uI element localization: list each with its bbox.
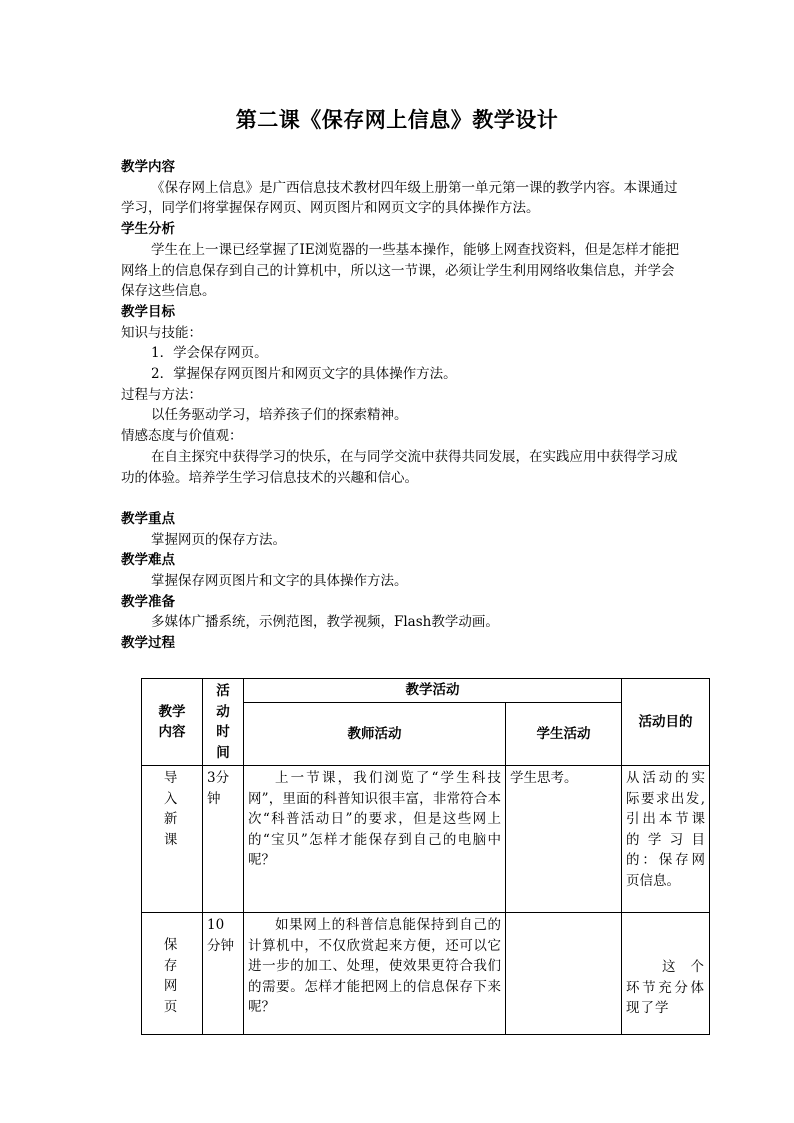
section-text-difficulty: 掌握保存网页图片和文字的具体操作方法。 bbox=[151, 573, 408, 590]
goals-emotion-text: 在自主探究中获得学习的快乐，在与同学交流中获得共同发展，在实践应用中获得学习成功的体验。培养学生学习信息技术的兴趣和信心。 bbox=[121, 448, 678, 486]
header-time: 活动时间 bbox=[203, 679, 244, 766]
header-content: 教学内容 bbox=[142, 679, 203, 766]
document-title: 第二课《保存网上信息》教学设计 bbox=[235, 107, 559, 132]
section-text-content: 《保存网上信息》是广西信息技术教材四年级上册第一单元第一课的教学内容。本课通过学习，同学们将掌握保存网页、网页图片和网页文字的具体操作方法。 bbox=[121, 179, 678, 217]
section-heading-goals: 教学目标 bbox=[121, 303, 175, 320]
row2-time: 10分钟 bbox=[203, 913, 244, 1035]
section-heading-process: 教学过程 bbox=[121, 635, 175, 652]
header-student: 学生活动 bbox=[506, 703, 622, 766]
row2-content: 保存网页 bbox=[142, 913, 203, 1035]
goals-knowledge-item-1: 1．学会保存网页。 bbox=[151, 345, 268, 362]
goals-process-label: 过程与方法： bbox=[121, 386, 202, 403]
section-text-students: 学生在上一课已经掌握了IE浏览器的一些基本操作，能够上网查找资料，但是怎样才能把网络上的信息保存到自己的计算机中，所以这一节课，必须让学生利用网络收集信息，并学会保存这些信息。 bbox=[121, 241, 680, 300]
table-header-row bbox=[142, 679, 710, 703]
section-text-key: 掌握网页的保存方法。 bbox=[151, 531, 286, 548]
document-body bbox=[121, 157, 681, 654]
row1-purpose: 从活动的实际要求出发,引出本节课的学习目的：保存网页信息。 bbox=[622, 766, 710, 913]
row2-purpose: 这个环节充分体现了学 bbox=[622, 913, 710, 1035]
section-heading-key: 教学重点 bbox=[121, 510, 175, 527]
table-row bbox=[142, 913, 710, 1035]
process-table bbox=[141, 678, 710, 1035]
row1-content: 导入新课 bbox=[142, 766, 203, 913]
header-purpose: 活动目的 bbox=[622, 679, 710, 766]
goals-knowledge-item-2: 2．掌握保存网页图片和网页文字的具体操作方法。 bbox=[151, 366, 457, 383]
row1-student: 学生思考。 bbox=[506, 766, 622, 913]
row1-teacher: 上一节课，我们浏览了“学生科技网”，里面的科普知识很丰富，非常符合本次“科普活动日”的要求，但是这些网上的“宝贝”怎样才能保存到自己的电脑中呢？ bbox=[244, 766, 506, 913]
section-heading-difficulty: 教学难点 bbox=[121, 552, 175, 569]
table-row bbox=[142, 766, 710, 913]
section-heading-students: 学生分析 bbox=[121, 221, 175, 238]
goals-knowledge-label: 知识与技能： bbox=[121, 324, 202, 341]
spacer bbox=[121, 488, 681, 509]
header-teacher: 教师活动 bbox=[244, 703, 506, 766]
row2-teacher: 如果网上的科普信息能保持到自己的计算机中，不仅欣赏起来方便，还可以它进一步的加工、处理，使效果更符合我们的需要。怎样才能把网上的信息保存下来呢？ bbox=[244, 913, 506, 1035]
row2-student bbox=[506, 913, 622, 1035]
goals-emotion-label: 情感态度与价值观： bbox=[121, 428, 243, 445]
row1-time: 3分钟 bbox=[203, 766, 244, 913]
section-text-prep: 多媒体广播系统，示例范图，教学视频，Flash教学动画。 bbox=[151, 614, 499, 631]
header-activity: 教学活动 bbox=[244, 679, 622, 703]
section-heading-prep: 教学准备 bbox=[121, 593, 175, 610]
goals-process-text: 以任务驱动学习，培养孩子们的探索精神。 bbox=[151, 407, 408, 424]
section-heading-content: 教学内容 bbox=[121, 159, 175, 175]
